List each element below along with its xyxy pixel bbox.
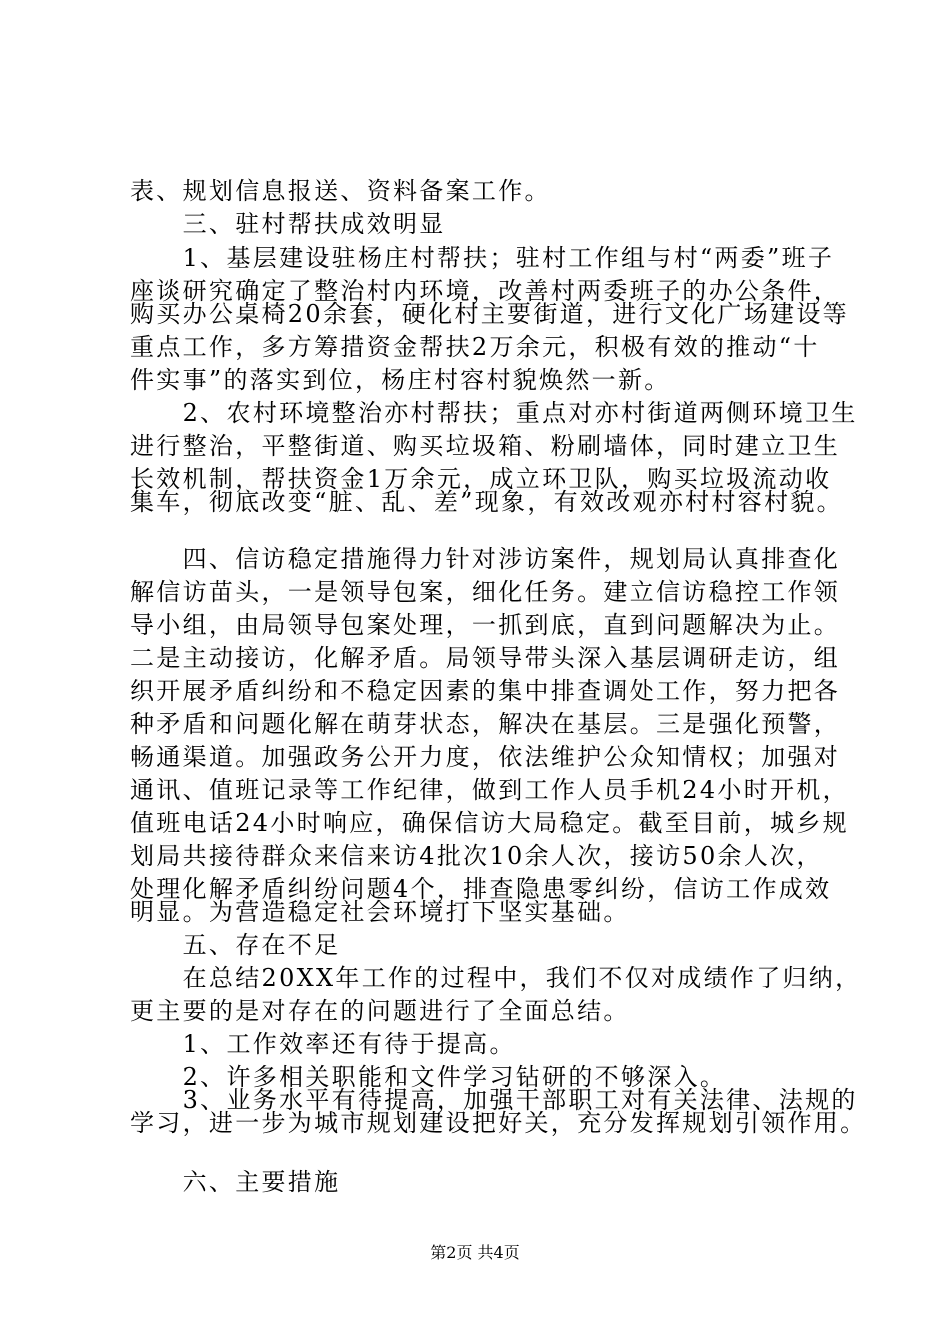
text-line: 更主要的是对存在的问题进行了全面总结。 [130, 997, 630, 1025]
text-line: 2、农村环境整治亦村帮扶；重点对亦村街道两侧环境卫生 [130, 399, 858, 427]
text-line: 解信访苗头，一是领导包案，细化任务。建立信访稳控工作领 [130, 578, 841, 606]
text-line: 2、许多相关职能和文件学习钻研的不够深入。 [130, 1063, 727, 1091]
text-line: 集车，彻底改变“脏、乱、差”现象，有效改观亦村村容村貌。 [130, 488, 843, 516]
text-line: 处理化解矛盾纠纷问题4个，排查隐患零纠纷，信访工作成效 [130, 875, 832, 903]
text-line: 四、信访稳定措施得力针对涉访案件，规划局认真排查化 [130, 545, 841, 573]
text-line: 三、驻村帮扶成效明显 [130, 210, 446, 238]
text-line: 座谈研究确定了整治村内环境，改善村两委班子的办公条件， [130, 277, 841, 305]
page-footer: 第2页 共4页 [430, 1243, 520, 1262]
text-line: 导小组，由局领导包案处理，一抓到底，直到问题解决为止。 [130, 611, 841, 639]
text-line: 学习，进一步为城市规划建设把好关，充分发挥规划引领作用。 [130, 1109, 867, 1137]
text-line: 划局共接待群众来信来访4批次10余人次，接访50余人次， [130, 842, 823, 870]
text-line: 种矛盾和问题化解在萌芽状态，解决在基层。三是强化预警， [130, 710, 841, 738]
text-line: 件实事”的落实到位，杨庄村容村貌焕然一新。 [130, 366, 671, 394]
text-line: 明显。为营造稳定社会环境打下坚实基础。 [130, 898, 630, 926]
text-line: 购买办公桌椅20余套，硬化村主要街道，进行文化广场建设等 [130, 300, 849, 328]
text-line: 畅通渠道。加强政务公开力度，依法维护公众知情权；加强对 [130, 743, 841, 771]
text-line: 五、存在不足 [130, 931, 341, 959]
text-line: 织开展矛盾纠纷和不稳定因素的集中排查调处工作，努力把各 [130, 677, 841, 705]
text-line: 值班电话24小时响应，确保信访大局稳定。截至目前，城乡规 [130, 809, 849, 837]
text-line: 通讯、值班记录等工作纪律，做到工作人员手机24小时开机， [130, 776, 849, 804]
text-line: 六、主要措施 [130, 1168, 341, 1196]
text-line: 1、工作效率还有待于提高。 [130, 1030, 516, 1058]
text-line: 重点工作，多方筹措资金帮扶2万余元，积极有效的推动“十 [130, 333, 820, 361]
text-line: 3、业务水平有待提高，加强干部职工对有关法律、法规的 [130, 1086, 858, 1114]
text-line: 进行整治，平整街道、购买垃圾箱、粉刷墙体，同时建立卫生 [130, 432, 841, 460]
text-line: 在总结20XX年工作的过程中，我们不仅对成绩作了归纳， [130, 964, 862, 992]
text-line: 二是主动接访，化解矛盾。局领导带头深入基层调研走访，组 [130, 644, 841, 672]
text-line: 1、基层建设驻杨庄村帮扶；驻村工作组与村“两委”班子 [130, 244, 835, 272]
text-line: 长效机制，帮扶资金1万余元，成立环卫队，购买垃圾流动收 [130, 465, 832, 493]
text-line: 表、规划信息报送、资料备案工作。 [130, 177, 551, 205]
